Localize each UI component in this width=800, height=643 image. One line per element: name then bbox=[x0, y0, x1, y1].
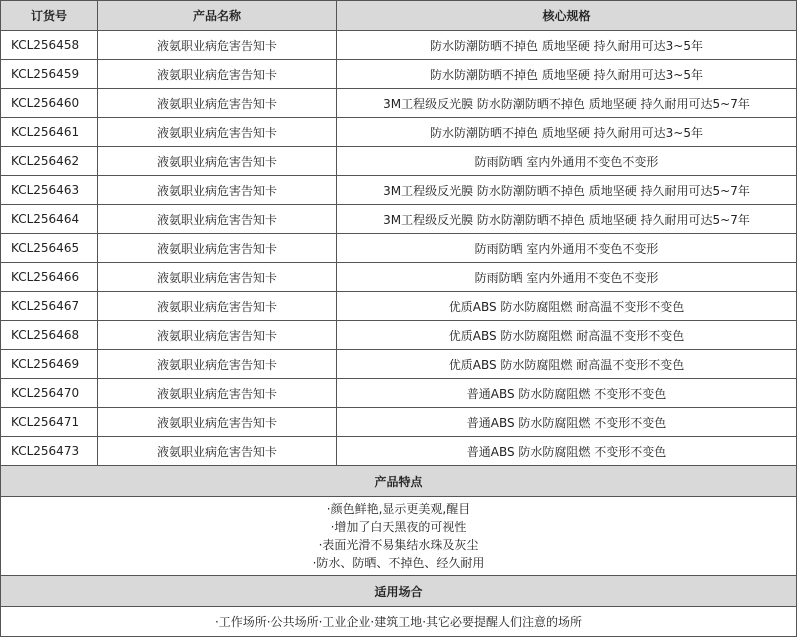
cell-order-number: KCL256471 bbox=[1, 408, 98, 437]
cell-product-name: 液氨职业病危害告知卡 bbox=[98, 292, 337, 321]
feature-line: ·表面光滑不易集结水珠及灰尘 bbox=[318, 538, 479, 552]
cell-order-number: KCL256462 bbox=[1, 147, 98, 176]
cell-core-spec: 普通ABS 防水防腐阻燃 不变形不变色 bbox=[337, 379, 797, 408]
cell-core-spec: 优质ABS 防水防腐阻燃 耐高温不变形不变色 bbox=[337, 321, 797, 350]
cell-core-spec: 3M工程级反光膜 防水防潮防晒不掉色 质地坚硬 持久耐用可达5~7年 bbox=[337, 89, 797, 118]
table-row bbox=[1, 234, 797, 263]
cell-product-name: 液氨职业病危害告知卡 bbox=[98, 176, 337, 205]
cell-product-name: 液氨职业病危害告知卡 bbox=[98, 437, 337, 466]
cell-order-number: KCL256466 bbox=[1, 263, 98, 292]
cell-order-number: KCL256464 bbox=[1, 205, 98, 234]
cell-core-spec: 防雨防晒 室内外通用不变色不变形 bbox=[337, 263, 797, 292]
scope-title: 适用场合 bbox=[1, 576, 797, 607]
cell-order-number: KCL256459 bbox=[1, 60, 98, 89]
table-row bbox=[1, 437, 797, 466]
cell-product-name: 液氨职业病危害告知卡 bbox=[98, 321, 337, 350]
cell-product-name: 液氨职业病危害告知卡 bbox=[98, 31, 337, 60]
table-row bbox=[1, 379, 797, 408]
cell-order-number: KCL256473 bbox=[1, 437, 98, 466]
cell-product-name: 液氨职业病危害告知卡 bbox=[98, 147, 337, 176]
cell-core-spec: 优质ABS 防水防腐阻燃 耐高温不变形不变色 bbox=[337, 350, 797, 379]
feature-line: ·颜色鲜艳,显示更美观,醒目 bbox=[326, 502, 471, 516]
feature-line: ·防水、防晒、不掉色、经久耐用 bbox=[312, 556, 485, 570]
cell-order-number: KCL256465 bbox=[1, 234, 98, 263]
cell-core-spec: 防雨防晒 室内外通用不变色不变形 bbox=[337, 234, 797, 263]
table-row bbox=[1, 118, 797, 147]
cell-product-name: 液氨职业病危害告知卡 bbox=[98, 60, 337, 89]
table-row bbox=[1, 263, 797, 292]
cell-product-name: 液氨职业病危害告知卡 bbox=[98, 379, 337, 408]
table-row bbox=[1, 176, 797, 205]
table-row bbox=[1, 31, 797, 60]
cell-core-spec: 优质ABS 防水防腐阻燃 耐高温不变形不变色 bbox=[337, 292, 797, 321]
scope-text: ·工作场所·公共场所·工业企业·建筑工地·其它必要提醒人们注意的场所 bbox=[1, 607, 797, 637]
cell-order-number: KCL256463 bbox=[1, 176, 98, 205]
header-order-number: 订货号 bbox=[1, 1, 98, 31]
cell-product-name: 液氨职业病危害告知卡 bbox=[98, 350, 337, 379]
cell-order-number: KCL256458 bbox=[1, 31, 98, 60]
table-row bbox=[1, 205, 797, 234]
table-row bbox=[1, 408, 797, 437]
header-core-spec: 核心规格 bbox=[337, 1, 797, 31]
cell-core-spec: 3M工程级反光膜 防水防潮防晒不掉色 质地坚硬 持久耐用可达5~7年 bbox=[337, 176, 797, 205]
cell-core-spec: 防雨防晒 室内外通用不变色不变形 bbox=[337, 147, 797, 176]
table-row bbox=[1, 147, 797, 176]
features-title: 产品特点 bbox=[1, 466, 797, 497]
cell-product-name: 液氨职业病危害告知卡 bbox=[98, 89, 337, 118]
cell-order-number: KCL256460 bbox=[1, 89, 98, 118]
cell-core-spec: 防水防潮防晒不掉色 质地坚硬 持久耐用可达3~5年 bbox=[337, 31, 797, 60]
cell-order-number: KCL256468 bbox=[1, 321, 98, 350]
cell-order-number: KCL256467 bbox=[1, 292, 98, 321]
cell-core-spec: 普通ABS 防水防腐阻燃 不变形不变色 bbox=[337, 437, 797, 466]
cell-order-number: KCL256461 bbox=[1, 118, 98, 147]
table-body bbox=[1, 31, 797, 466]
cell-order-number: KCL256469 bbox=[1, 350, 98, 379]
features-list bbox=[1, 497, 797, 576]
cell-product-name: 液氨职业病危害告知卡 bbox=[98, 118, 337, 147]
table-row bbox=[1, 60, 797, 89]
table-row bbox=[1, 350, 797, 379]
cell-product-name: 液氨职业病危害告知卡 bbox=[98, 205, 337, 234]
header-product-name: 产品名称 bbox=[98, 1, 337, 31]
cell-product-name: 液氨职业病危害告知卡 bbox=[98, 234, 337, 263]
table-row bbox=[1, 89, 797, 118]
cell-core-spec: 防水防潮防晒不掉色 质地坚硬 持久耐用可达3~5年 bbox=[337, 118, 797, 147]
cell-product-name: 液氨职业病危害告知卡 bbox=[98, 263, 337, 292]
table-row bbox=[1, 292, 797, 321]
cell-order-number: KCL256470 bbox=[1, 379, 98, 408]
table-header-row bbox=[1, 1, 797, 31]
cell-core-spec: 防水防潮防晒不掉色 质地坚硬 持久耐用可达3~5年 bbox=[337, 60, 797, 89]
cell-core-spec: 3M工程级反光膜 防水防潮防晒不掉色 质地坚硬 持久耐用可达5~7年 bbox=[337, 205, 797, 234]
feature-line: ·增加了白天黑夜的可视性 bbox=[330, 520, 467, 534]
cell-core-spec: 普通ABS 防水防腐阻燃 不变形不变色 bbox=[337, 408, 797, 437]
cell-product-name: 液氨职业病危害告知卡 bbox=[98, 408, 337, 437]
table-row bbox=[1, 321, 797, 350]
